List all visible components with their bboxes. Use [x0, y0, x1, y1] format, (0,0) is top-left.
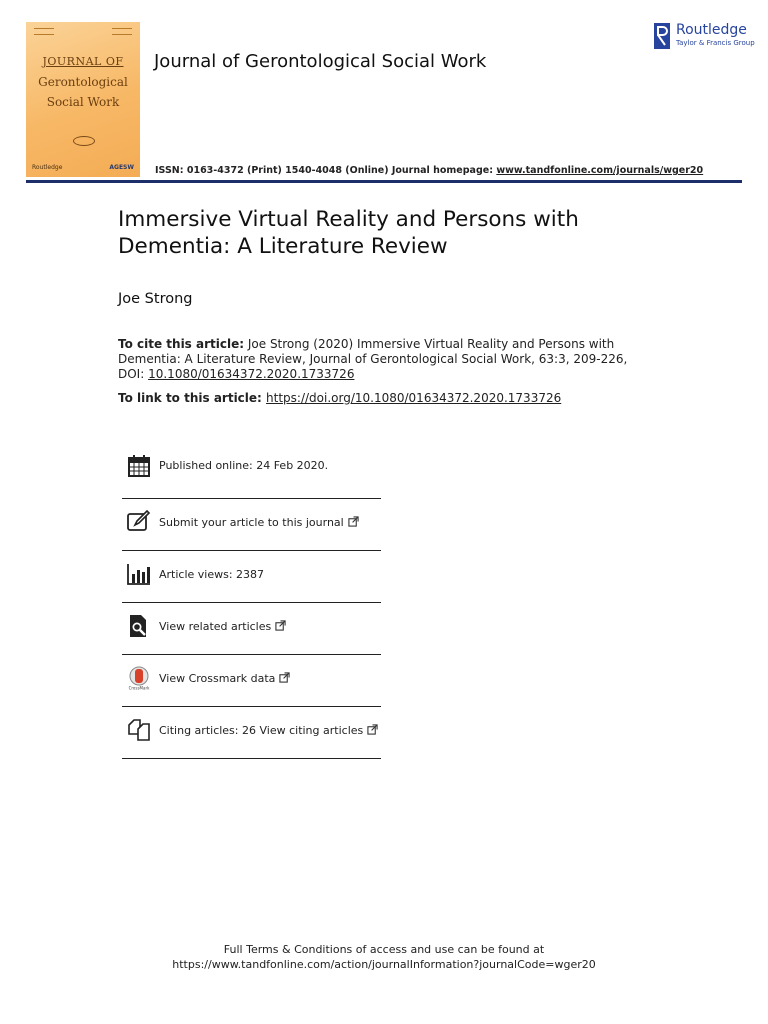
- published-online-row: [122, 448, 381, 499]
- related-articles-label[interactable]: [159, 620, 286, 633]
- journal-cover-image: [26, 22, 140, 177]
- calendar-icon: [127, 454, 151, 478]
- crossmark-icon: [127, 666, 151, 690]
- submit-article-label[interactable]: [159, 516, 359, 529]
- article-author: Joe Strong: [118, 291, 193, 307]
- related-articles-text[interactable]: View related articles: [159, 620, 272, 633]
- article-doi-link[interactable]: https://doi.org/10.1080/01634372.2020.1733726: [266, 391, 562, 405]
- journal-homepage-link[interactable]: www.tandfonline.com/journals/wger20: [496, 165, 704, 176]
- submit-article-row[interactable]: [122, 499, 381, 551]
- footer-terms-text: Full Terms & Conditions of access and use can be found at: [223, 943, 545, 956]
- article-title: Immersive Virtual Reality and Persons with Dementia: A Literature Review: [118, 207, 579, 259]
- crossmark-text[interactable]: View Crossmark data: [159, 672, 276, 685]
- edit-icon: [127, 510, 151, 534]
- cover-society-logo: AGESW: [109, 164, 134, 171]
- cover-title-line: JOURNAL OF: [42, 55, 124, 68]
- bar-chart-icon: [127, 562, 151, 586]
- submit-article-text[interactable]: Submit your article to this journal: [159, 516, 344, 529]
- citation-text: Joe Strong (2020) Immersive Virtual Reality and Persons with Dementia: A Literature Review, Journal of Gerontological Social Work, 63:3, 209-226, DOI:: [118, 337, 628, 381]
- citing-articles-label[interactable]: [159, 724, 378, 737]
- svg-text:CrossMark: CrossMark: [128, 685, 150, 690]
- citing-articles-text[interactable]: Citing articles: 26 View citing articles: [159, 724, 364, 737]
- crossmark-row[interactable]: [122, 655, 381, 707]
- header-rule: [26, 180, 742, 183]
- cover-title-line: Gerontological: [38, 75, 128, 89]
- external-link-icon: [275, 620, 286, 631]
- article-link-line: [118, 391, 561, 405]
- citation-block: [118, 337, 638, 382]
- cover-title: [26, 52, 140, 112]
- cover-title-line: Social Work: [46, 95, 120, 109]
- publisher-logo: [652, 22, 755, 50]
- cover-decoration: [112, 28, 132, 35]
- routledge-logo-icon: [652, 22, 672, 50]
- article-link-label: To link to this article:: [118, 391, 267, 405]
- article-views-row: [122, 551, 381, 603]
- external-link-icon: [367, 724, 378, 735]
- publisher-name: Routledge: [676, 22, 747, 38]
- cover-ornament: [73, 136, 95, 146]
- footer-terms-link[interactable]: https://www.tandfonline.com/action/journalInformation?journalCode=wger20: [172, 958, 596, 971]
- citing-articles-icon: [127, 718, 151, 742]
- cover-publisher-logo: Routledge: [32, 164, 63, 171]
- publisher-group: Taylor & Francis Group: [676, 39, 755, 47]
- article-views-label: Article views: 2387: [159, 568, 265, 581]
- external-link-icon: [348, 516, 359, 527]
- citation-doi-link[interactable]: 10.1080/01634372.2020.1733726: [148, 367, 355, 381]
- citing-articles-row[interactable]: [122, 707, 381, 759]
- search-document-icon: [127, 614, 151, 638]
- related-articles-row[interactable]: [122, 603, 381, 655]
- journal-title: Journal of Gerontological Social Work: [154, 51, 487, 72]
- crossmark-label[interactable]: [159, 672, 290, 685]
- issn-text: ISSN: 0163-4372 (Print) 1540-4048 (Online) Journal homepage:: [155, 165, 497, 176]
- article-info-list: [122, 448, 381, 759]
- external-link-icon: [279, 672, 290, 683]
- published-online-label: Published online: 24 Feb 2020.: [159, 459, 329, 472]
- citation-label: To cite this article:: [118, 337, 245, 351]
- cover-decoration: [34, 28, 54, 35]
- issn-line: [155, 165, 703, 176]
- footer-terms: [0, 942, 768, 972]
